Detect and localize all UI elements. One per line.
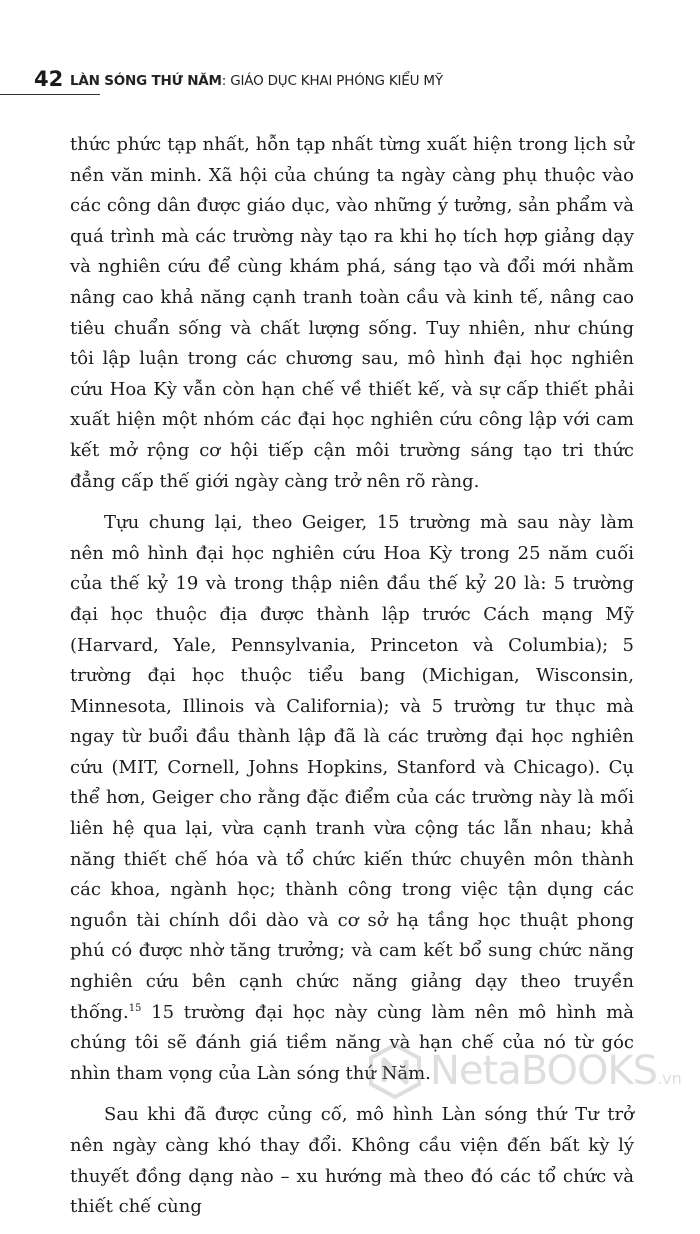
header-rule [0,94,100,95]
watermark-brand: NetaBOOKS [430,1048,658,1094]
page-number: 42 [34,67,64,91]
watermark-text [430,1046,682,1104]
running-head-title [70,72,443,90]
paragraph-2-tail: 15 trường đại học này cùng làm nên mô hình mà chúng tôi sẽ đánh giá tiềm năng và hạn chế của nó từ góc nhìn tham vọng của Làn sóng thứ Năm. [70,1001,634,1084]
footnote-marker[interactable]: 15 [128,1002,142,1014]
running-header [0,0,700,100]
watermark [366,1038,686,1108]
paragraph-2-main: Tựu chung lại, theo Geiger, 15 trường mà sau này làm nên mô hình đại học nghiên cứu Hoa Kỳ trong 25 năm cuối của thế kỷ 19 và trong thập niên đầu thế kỷ 20 là: 5 trường đại học thuộc địa được thành lập trước Cách mạng Mỹ (Harvard, Yale, Pennsylvania, Princeton và Columbia); 5 trường đại học thuộc tiểu bang (Michigan, Wisconsin, Minnesota, Illinois và California); và 5 trường tư thục mà ngay từ buổi đầu thành lập đã là các trường đại học nghiên cứu (MIT, Cornell, Johns Hopkins, Stanford và Chicago). Cụ thể hơn, Geiger cho rằng đặc điểm của các trường này là mối liên hệ qua lại, vừa cạnh tranh vừa cộng tác lẫn nhau; khả năng thiết chế hóa và tổ chức kiến thức chuyên môn thành các khoa, ngành học; thành công trong việc tận dụng các nguồn tài chính dồi dào và cơ sở hạ tầng học thuật phong phú có được nhờ tăng trưởng; và cam kết bổ sung chức năng nghiên cứu bên cạnh chức năng giảng dạy theo truyền thống. [70,512,634,1023]
book-title: LÀN SÓNG THỨ NĂM [70,73,222,89]
watermark-suffix: .vn [657,1069,682,1088]
book-subtitle: : GIÁO DỤC KHAI PHÓNG KIỂU MỸ [221,73,443,89]
paragraph-3: Sau khi đã được củng cố, mô hình Làn sóng thứ Tư trở nên ngày càng khó thay đổi. Không cầu viện đến bất kỳ lý thuyết đồng dạng nào – xu hướng mà theo đó các tổ chức và thiết chế cùng [70,1104,634,1218]
paragraph-2 [70,508,634,1089]
paragraph-1: thức phức tạp nhất, hỗn tạp nhất từng xuất hiện trong lịch sử nền văn minh. Xã hội của chúng ta ngày càng phụ thuộc vào các công dân được giáo dục, vào những ý tưởng, sản phẩm và quá trình mà các trường này tạo ra khi họ tích hợp giảng dạy và nghiên cứu để cùng khám phá, sáng tạo và đổi mới nhằm nâng cao khả năng cạnh tranh toàn cầu và kinh tế, nâng cao tiêu chuẩn sống và chất lượng sống. Tuy nhiên, như chúng tôi lập luận trong các chương sau, mô hình đại học nghiên cứu Hoa Kỳ vẫn còn hạn chế về thiết kế, và sự cấp thiết phải xuất hiện một nhóm các đại học nghiên cứu công lập với cam kết mở rộng cơ hội tiếp cận môi trường sáng tạo tri thức đẳng cấp thế giới ngày càng trở nên rõ ràng. [70,134,634,492]
netabooks-logo-icon [366,1042,424,1100]
